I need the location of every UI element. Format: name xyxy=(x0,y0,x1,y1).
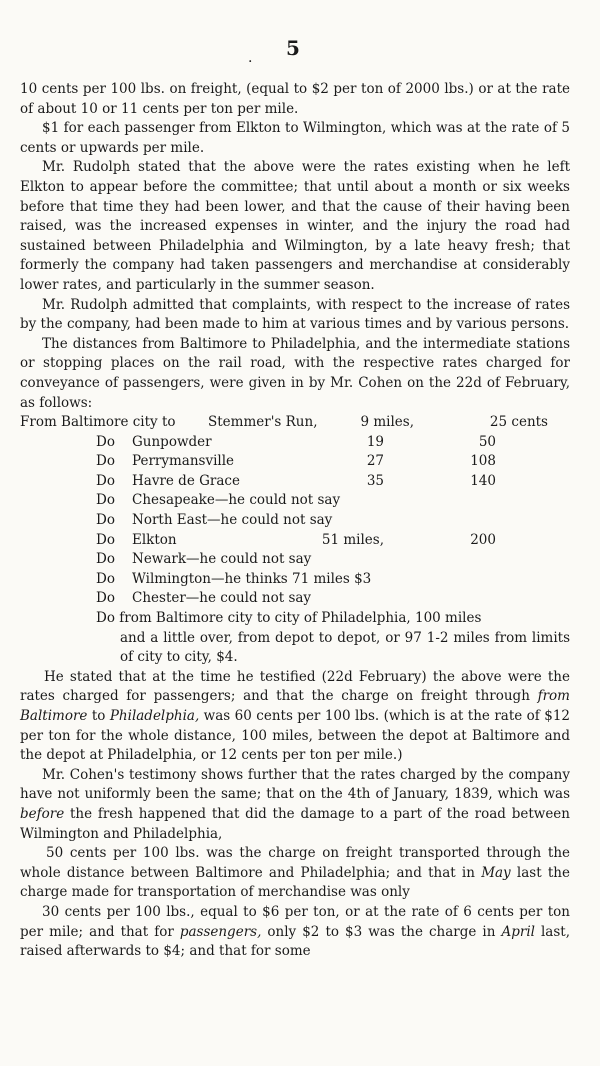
table-miles: 9 miles, xyxy=(360,414,414,431)
header-dot: . xyxy=(248,50,253,66)
rates-table xyxy=(20,413,570,629)
paragraph-passenger-rate: $1 for each passenger from Elkton to Wilmington, which was at the rate of 5 cents or upwards per mile. xyxy=(20,120,570,156)
table-ditto: Do xyxy=(96,590,115,607)
table-rate: 50 xyxy=(478,433,496,450)
table-miles: 19 xyxy=(366,433,384,450)
italic-philadelphia: Philadelphia, xyxy=(109,708,200,724)
table-from: From Baltimore city to xyxy=(20,414,176,431)
paragraph-fifty-cents: 50 cents per 100 lbs. was the charge on freight transported through the whole distance between Baltimore and Philadelphia; and that in May last the charge made for transportation of merchandise was only xyxy=(20,845,570,901)
page-number: 5 xyxy=(286,36,300,60)
table-ditto: Do xyxy=(96,492,115,509)
table-last-line: Do from Baltimore city to city of Philadelphia, 100 miles xyxy=(96,610,482,627)
table-rate: 140 xyxy=(470,472,496,489)
paragraph-rudolph-statement: Mr. Rudolph stated that the above were the rates existing when he left Elkton to appear before the committee; that until about a month or six weeks before that time they had been lower, and that the cause of their having been raised, was the increased expenses in winter, and the injury the road had sustained between Philadelphia and Wilmington, by a late heavy fresh; that formerly the company had taken passengers and merchandise at considerably lower rates, and particularly in the summer season. xyxy=(20,159,570,293)
paragraph-distances-intro: The distances from Baltimore to Philadelphia, and the intermediate stations or stopping places on the rail road, with the respective rates charged for conveyance of passengers, were given in by Mr. Cohen on the 22d of February, as follows: xyxy=(20,335,570,411)
table-place: Gunpowder xyxy=(132,433,212,450)
table-ditto: Do xyxy=(96,433,115,450)
table-row xyxy=(20,491,570,511)
table-miles: 35 xyxy=(366,472,384,489)
table-place: Chester—he could not say xyxy=(132,590,312,607)
paragraph-rudolph-complaints: Mr. Rudolph admitted that complaints, with respect to the increase of rates by the company, had been made to him at various times and by various persons. xyxy=(20,296,570,333)
table-place: Newark—he could not say xyxy=(132,551,312,568)
paragraph-thirty-cents: 30 cents per 100 lbs., equal to $6 per ton, or at the rate of 6 cents per ton per mile; and that for passengers, only $2 to $3 was the charge in April last, raised afterwards to $4; and that for some xyxy=(20,903,571,960)
paragraph-freight-rate: 10 cents per 100 lbs. on freight, (equal to $2 per ton of 2000 lbs.) or at the rate of about 10 or 11 cents per ton per mile. xyxy=(20,81,570,117)
table-miles: 51 miles, xyxy=(321,531,384,548)
table-rate: 25 cents xyxy=(489,414,548,431)
table-row xyxy=(20,550,570,570)
italic-before: before xyxy=(20,805,65,822)
table-row xyxy=(20,589,570,609)
italic-april: April xyxy=(501,923,535,940)
table-ditto: Do xyxy=(96,570,115,587)
table-place: Elkton xyxy=(132,531,177,548)
table-last-continuation: and a little over, from depot to depot, or 97 1-2 miles from limits of city to city, $4. xyxy=(120,629,570,666)
table-place: Havre de Grace xyxy=(132,472,240,489)
page-header xyxy=(20,36,570,80)
table-row xyxy=(20,433,570,453)
table-row xyxy=(20,609,570,629)
table-row xyxy=(20,570,570,590)
table-place: North East—he could not say xyxy=(132,512,333,529)
table-row xyxy=(20,452,570,472)
paragraph-cohen-testimony: He stated that at the time he testified (22d February) the above were the rates charged for passengers; and that the charge on freight through from Baltimore to Philadelphia, was 60 cents per 100 lbs. (which is at the rate of $12 per ton for the whole distance, 100 miles, between the depot at Baltimore and the depot at Philadelphia, or 12 cents per ton per mile.) xyxy=(20,668,570,764)
table-rate: 200 xyxy=(470,531,496,548)
paragraph-cohen-rates: Mr. Cohen's testimony shows further that the rates charged by the company have not uniformly been the same; that on the 4th of January, 1839, which was before the fresh happened that did the damage to a part of the road between Wilmington and Philadelphia, xyxy=(20,766,570,842)
table-ditto: Do xyxy=(96,472,115,489)
italic-from-baltimore: from Baltimore xyxy=(20,688,570,724)
table-row xyxy=(20,413,570,433)
table-place: Perrymansville xyxy=(132,453,235,470)
table-place: Chesapeake—he could not say xyxy=(132,492,341,509)
table-ditto: Do xyxy=(96,512,115,529)
table-ditto: Do xyxy=(96,531,115,548)
table-ditto: Do xyxy=(96,453,115,470)
table-row xyxy=(20,472,570,492)
table-place: Wilmington—he thinks 71 miles $3 xyxy=(132,570,372,587)
table-row xyxy=(20,531,570,551)
table-place: Stemmer's Run, xyxy=(208,414,318,431)
table-rate: 108 xyxy=(470,453,496,470)
table-ditto: Do xyxy=(96,551,115,568)
table-miles: 27 xyxy=(366,453,384,470)
table-row xyxy=(20,511,570,531)
italic-passengers: passengers, xyxy=(179,923,262,940)
italic-may: May xyxy=(481,864,511,881)
